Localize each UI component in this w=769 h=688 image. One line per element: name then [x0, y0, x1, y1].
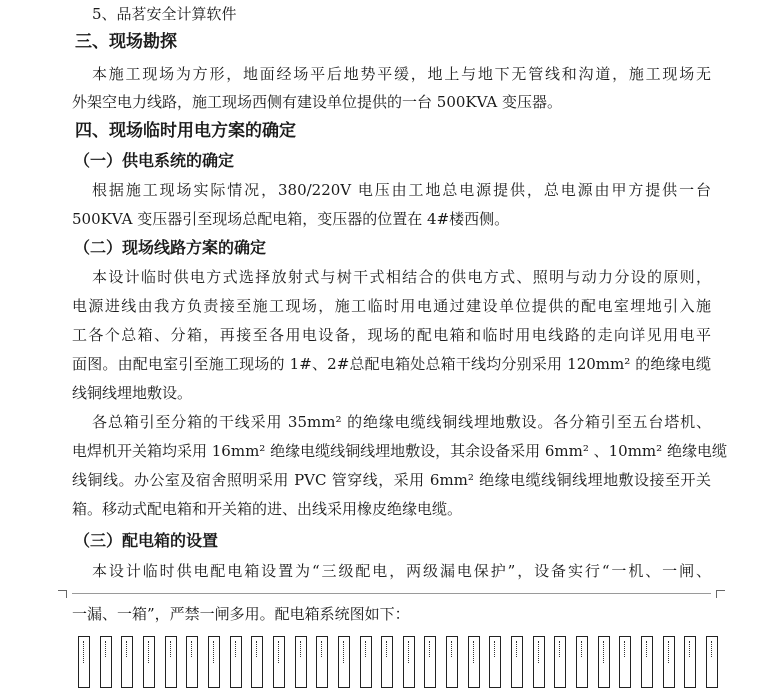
- diagram-box: [533, 636, 545, 688]
- diagram-box-label: [148, 641, 150, 663]
- diagram-box: [576, 636, 588, 688]
- diagram-box-label: [386, 641, 388, 657]
- diagram-box-label: [494, 641, 496, 657]
- diagram-box: [251, 636, 263, 688]
- paragraph-line: 线铜线。办公室及宿舍照明采用 PVC 管穿线，采用 6mm² 绝缘电缆线铜线埋地敷设接至开关: [72, 471, 711, 489]
- paragraph-line: 工各个总箱、分箱，再接至各用电设备，现场的配电箱和临时用电线路的走向详见用电平: [72, 326, 711, 344]
- diagram-box-label: [711, 641, 713, 657]
- diagram-box: [78, 636, 90, 688]
- diagram-box: [663, 636, 675, 688]
- diagram-box: [446, 636, 458, 688]
- diagram-box: [489, 636, 501, 688]
- diagram-box: [338, 636, 350, 688]
- subsection-heading-3: （三）配电箱的设置: [74, 531, 219, 550]
- diagram-box-label: [105, 641, 107, 657]
- diagram-box-label: [213, 641, 215, 663]
- diagram-box-label: [83, 641, 85, 663]
- diagram-box: [186, 636, 198, 688]
- diagram-box-label: [538, 641, 540, 663]
- diagram-box: [468, 636, 480, 688]
- diagram-box: [403, 636, 415, 688]
- diagram-box-label: [126, 641, 128, 657]
- paragraph-line: 一漏、一箱”，严禁一闸多用。配电箱系统图如下：: [72, 605, 410, 623]
- list-item-5: 5、品茗安全计算软件: [92, 5, 237, 23]
- paragraph-line: 面图。由配电室引至施工现场的 1#、2#总配电箱处总箱干线均分别采用 120mm² 的绝缘电缆: [72, 355, 711, 373]
- diagram-box-label: [516, 641, 518, 657]
- paragraph-line: 本设计临时供电方式选择放射式与树干式相结合的供电方式、照明与动力分设的原则，: [92, 268, 711, 286]
- diagram-box-label: [429, 641, 431, 657]
- diagram-box-label: [300, 641, 302, 657]
- diagram-box-label: [624, 641, 626, 657]
- distribution-box-diagram: [78, 636, 718, 688]
- diagram-box: [511, 636, 523, 688]
- diagram-box: [706, 636, 718, 688]
- diagram-box-label: [365, 641, 367, 657]
- paragraph-line: 箱。移动式配电箱和开关箱的进、出线采用橡皮绝缘电缆。: [72, 500, 463, 518]
- diagram-box-label: [343, 641, 345, 663]
- diagram-box: [230, 636, 242, 688]
- diagram-box-label: [278, 641, 280, 663]
- diagram-box-label: [646, 641, 648, 657]
- paragraph-line: 线铜线埋地敷设。: [72, 384, 193, 402]
- diagram-box-label: [603, 641, 605, 663]
- diagram-box: [208, 636, 220, 688]
- section-heading-3: 三、现场勘探: [75, 32, 177, 52]
- diagram-box: [641, 636, 653, 688]
- diagram-box: [554, 636, 566, 688]
- section-heading-4: 四、现场临时用电方案的确定: [75, 121, 296, 141]
- diagram-box-label: [170, 641, 172, 657]
- diagram-box: [165, 636, 177, 688]
- diagram-box-label: [473, 641, 475, 663]
- diagram-box-label: [689, 641, 691, 657]
- subsection-heading-1: （一）供电系统的确定: [74, 151, 235, 170]
- paragraph-line: 电源进线由我方负责接至施工现场，施工临时用电通过建设单位提供的配电室埋地引入施: [72, 297, 711, 315]
- diagram-box: [100, 636, 112, 688]
- diagram-box: [143, 636, 155, 688]
- paragraph-line: 外架空电力线路，施工现场西侧有建设单位提供的一台 500KVA 变压器。: [72, 93, 563, 111]
- diagram-box: [316, 636, 328, 688]
- page-corner-mark: [716, 590, 725, 598]
- diagram-box-label: [668, 641, 670, 663]
- diagram-box-label: [256, 641, 258, 657]
- page-break-rule: [72, 593, 711, 594]
- paragraph-line: 根据施工现场实际情况，380/220V 电压由工地总电源提供，总电源由甲方提供一台: [92, 181, 711, 199]
- diagram-box-label: [191, 641, 193, 657]
- diagram-box: [295, 636, 307, 688]
- diagram-box-label: [581, 641, 583, 657]
- diagram-box-label: [321, 641, 323, 657]
- diagram-box: [273, 636, 285, 688]
- diagram-box: [360, 636, 372, 688]
- paragraph-line: 本施工现场为方形，地面经场平后地势平缓，地上与地下无管线和沟道，施工现场无: [92, 65, 711, 83]
- subsection-heading-2: （二）现场线路方案的确定: [74, 238, 267, 257]
- diagram-box: [619, 636, 631, 688]
- diagram-box: [424, 636, 436, 688]
- page-break-separator: [0, 590, 769, 598]
- diagram-box-label: [451, 641, 453, 657]
- diagram-box: [381, 636, 393, 688]
- page-corner-mark: [58, 590, 67, 598]
- diagram-box: [684, 636, 696, 688]
- diagram-box: [121, 636, 133, 688]
- paragraph-line: 本设计临时供电配电箱设置为“三级配电，两级漏电保护”，设备实行“一机、一闸、: [92, 562, 711, 580]
- diagram-box-label: [559, 641, 561, 657]
- paragraph-line: 电焊机开关箱均采用 16mm² 绝缘电缆线铜线埋地敷设，其余设备采用 6mm² 、10mm² 绝缘电缆: [72, 442, 727, 460]
- paragraph-line: 500KVA 变压器引至现场总配电箱，变压器的位置在 4#楼西侧。: [72, 210, 510, 228]
- diagram-box-label: [408, 641, 410, 663]
- diagram-box-label: [235, 641, 237, 657]
- diagram-box: [598, 636, 610, 688]
- paragraph-line: 各总箱引至分箱的干线采用 35mm² 的绝缘电缆线铜线埋地敷设。各分箱引至五台塔机、: [92, 413, 711, 431]
